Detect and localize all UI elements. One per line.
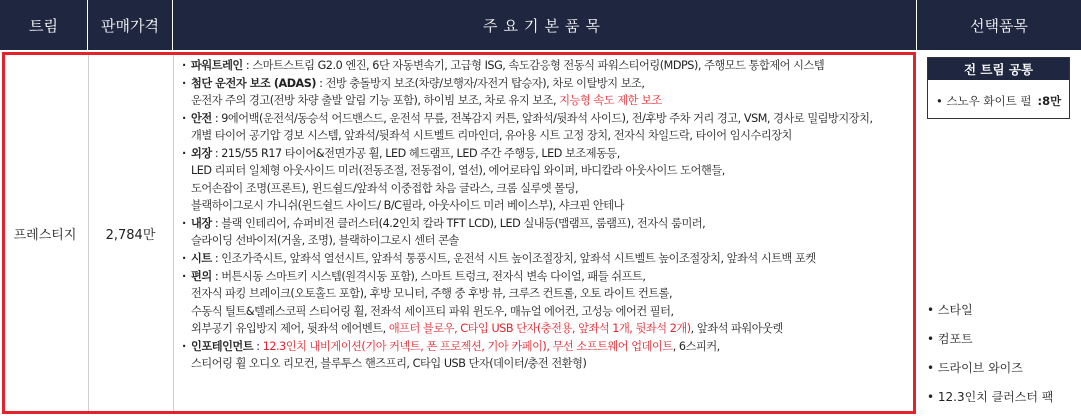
feature-category: 인포테인먼트 [191,339,254,353]
bullet-icon: · [182,269,186,283]
feature-text: 개별 타이어 공기압 경보 시스템, 앞좌석/뒷좌석 시트벨트 리마인더, 유아용 시트 고정 장치, 전자식 차일드락, 타이어 임시수리장치 [191,129,792,143]
feature-text: 운전자 주의 경고(전방 차량 출발 알림 기능 포함), 하이빔 보조, 차로 유지 보조, [191,94,560,108]
feature-text: 도어손잡이 조명(프론트), 윈드쉴드/앞좌석 이중접합 차음 글라스, 크롬 실루엣 몰딩, [191,181,579,195]
feature-text: , 6스피커, [672,339,720,353]
header-trim: 트림 [0,0,87,50]
trim-price: 2,784만 [105,227,156,243]
feature-text: : 215/55 R17 타이어&전면가공 휠, LED 헤드램프, LED 주간 주행등, LED 보조제동등, [211,146,620,160]
bullet-icon: · [182,111,186,125]
bullet-icon: · [182,76,186,90]
feature-text: : 전방 충돌방지 보조(차량/보행자/자전거 탑승자), 차로 이탈방지 보조, [316,76,645,90]
header-main-items: 주요기본품목 [173,0,916,50]
option-item: • 12.3인치 클러스터 팩 [927,390,1054,404]
feature-text: 슬라이딩 선바이저(거울, 조명), 블랙하이그로시 센터 콘솔 [191,234,459,248]
feature-text: LED 리피터 일체형 아웃사이드 미러(전동조절, 전동접이, 열선), 에어로타입 와이퍼, 바디칼라 아웃사이드 도어핸들, [191,164,725,178]
highlighted-feature-text: 12.3인치 내비게이션(기아 커넥트, 폰 프로젝션, 기아 카페이), 무선 소프트웨어 업데이트 [262,339,673,353]
feature-text: : 스마트스트림 G2.0 엔진, 6단 자동변속기, 고급형 ISG, 속도감응형 전동식 파워스티어링(MDPS), 주행모드 통합제어 시스템 [242,59,825,72]
common-option-price: :8만 [1037,94,1062,108]
feature-text: : 인조가죽시트, 앞좌석 열선시트, 앞좌석 통풍시트, 운전석 시트 높이조절장치, 앞좌석 시트벨트 높이조절장치, 앞좌석 시트백 포켓 [211,252,816,266]
bullet-icon: · [182,339,186,353]
feature-category: 안전 [191,111,212,125]
bullet-icon: · [182,216,186,230]
feature-category: 파워트레인 [191,59,243,72]
feature-text: 수동식 틸트&텔레스코픽 스티어링 휠, 전좌석 세이프티 파워 윈도우, 매뉴얼 에어컨, 고성능 에어컨 필터, [191,304,674,318]
feature-text: 블랙하이그로시 가니쉬(윈드쉴드 사이드/ B/C필라, 아웃사이드 미러 베이스부), 샤크핀 안테나 [191,199,624,213]
feature-category: 편의 [191,269,212,283]
feature-text: 전자식 파킹 브레이크(오토홀드 포함), 후방 모니터, 주행 중 후방 뷰, 크루즈 컨트롤, 오토 라이트 컨트롤, [191,287,673,301]
highlight-border [2,52,916,414]
feature-text: : [253,339,263,353]
bullet-icon: · [182,252,186,266]
option-list [927,300,1077,416]
feature-text: 스티어링 휠 오디오 리모컨, 블루투스 핸즈프리, C타입 USB 단자(데이터/충전 전환형) [191,357,587,371]
highlighted-feature-text: 지능형 속도 제한 보조 [559,94,662,108]
header-options: 선택품목 [917,0,1081,50]
feature-text: : 9에어백(운전석/동승석 어드밴스드, 운전석 무릎, 전복감지 커튼, 앞좌석/뒷좌석 사이드), 전/후방 주차 거리 경고, VSM, 경사로 밀림방지장치, [211,111,873,125]
common-option-title: 전 트림 공통 [928,58,1069,80]
bullet-icon: · [182,59,186,72]
option-item: • 드라이브 와이즈 [927,361,1023,375]
feature-category: 첨단 운전자 보조 (ADAS) [191,76,317,90]
common-option-box [927,57,1070,119]
feature-category: 내장 [191,216,212,230]
feature-text: 외부공기 유입방지 제어, 뒷좌석 에어벤트, [191,322,389,336]
feature-text: : 블랙 인테리어, 슈퍼비전 클러스터(4.2인치 칼라 TFT LCD), LED 실내등(맵램프, 룸램프), 전자식 룸미러, [211,216,706,230]
bullet-icon: · [182,146,186,160]
feature-text: , 앞좌석 파워아웃렛 [690,322,783,336]
feature-text: : 버튼시동 스마트키 시스템(원격시동 포함), 스마트 트렁크, 전자식 변속 다이얼, 패들 쉬프트, [211,269,646,283]
feature-category: 시트 [191,252,212,266]
option-item: • 스타일 [927,303,973,317]
feature-category: 외장 [191,146,212,160]
common-option-label: • 스노우 화이트 펄 [936,94,1032,108]
option-item: • 컴포트 [927,332,973,346]
header-price: 판매가격 [88,0,172,50]
common-option-item [936,93,1061,109]
highlighted-feature-text: 애프터 블로우, C타입 USB 단자(충전용, 앞좌석 1개, 뒷좌석 2개) [388,322,691,336]
trim-name: 프레스티지 [13,227,77,243]
